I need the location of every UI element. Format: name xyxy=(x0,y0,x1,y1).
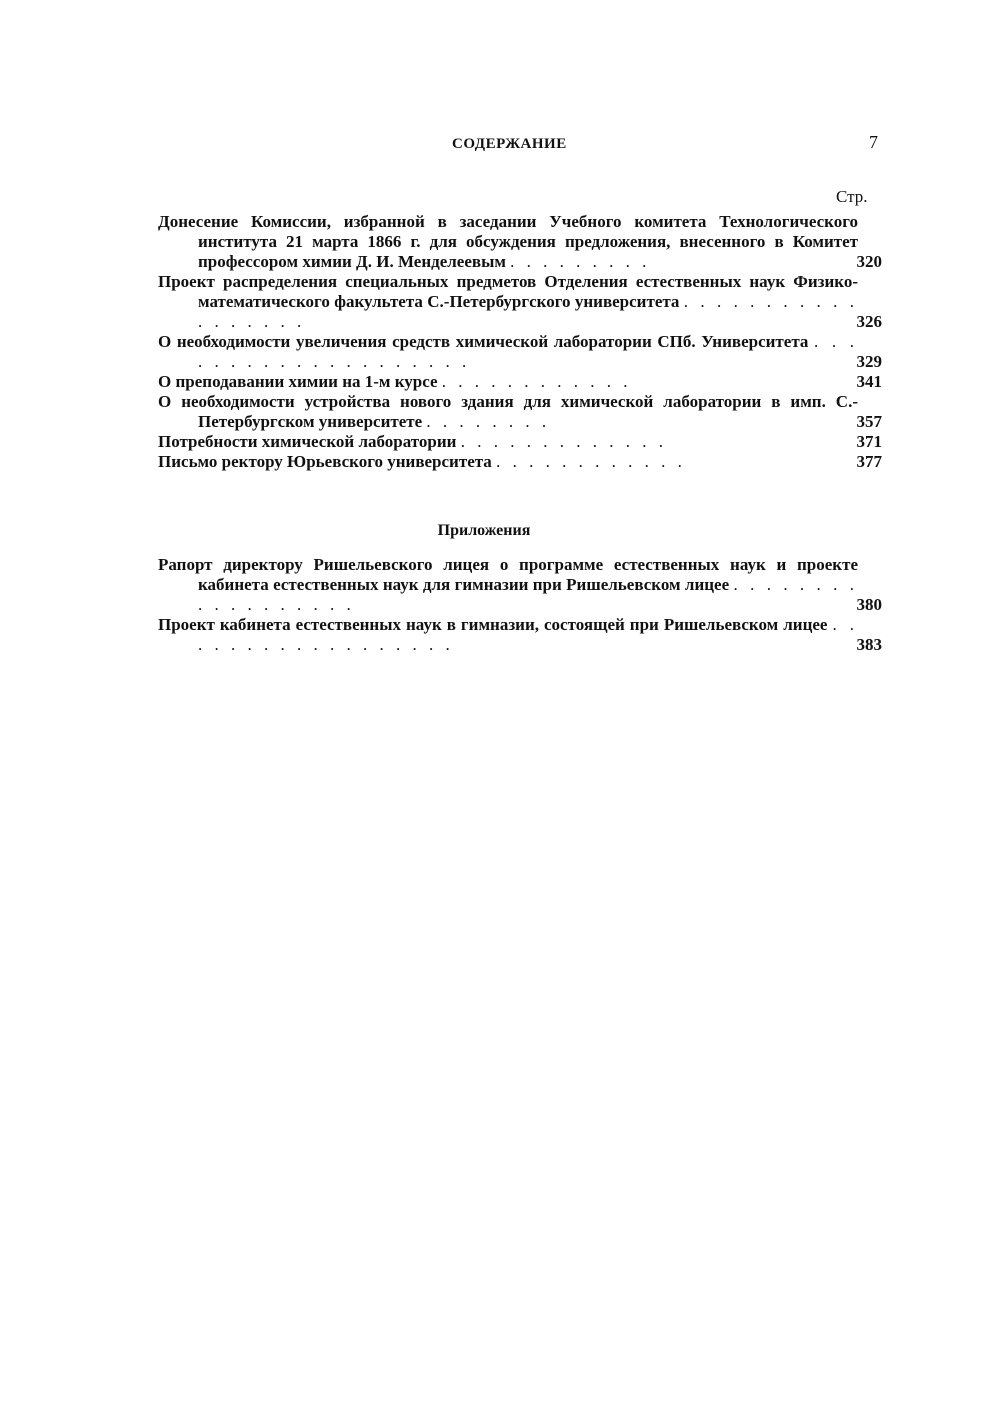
toc-entry-page: 371 xyxy=(856,432,882,451)
appendix-heading: Приложения xyxy=(437,522,531,539)
page-column-label: Стр. xyxy=(836,187,868,206)
toc-entry[interactable] xyxy=(158,452,882,472)
toc-entry[interactable] xyxy=(158,332,882,372)
leader-dots: . . . . . . . . . . . . . . . . . . xyxy=(198,615,859,654)
leader-dots: . . . . . . . . . . . . . . . . . . xyxy=(198,575,859,614)
toc-entry-title: О преподавании химии на 1-м курсе xyxy=(158,372,438,391)
toc-entry[interactable] xyxy=(158,272,882,332)
toc-entry-title: О необходимости увеличения средств химической лаборатории СПб. Университета xyxy=(158,332,809,351)
leader-dots: . . . . . . . . . xyxy=(510,252,651,271)
toc-entry-page: 326 xyxy=(856,312,882,331)
toc-entry-page: 383 xyxy=(856,635,882,654)
toc-entry[interactable] xyxy=(158,432,882,452)
leader-dots: . . . . . . . . . . . . xyxy=(496,452,686,471)
leader-dots: . . . . . . . . . . . . xyxy=(441,372,632,391)
toc-entry-page: 341 xyxy=(856,372,882,391)
toc-entry-page: 380 xyxy=(856,595,882,614)
running-title: СОДЕРЖАНИЕ xyxy=(452,136,567,152)
toc-entry-title: Донесение Комиссии, избранной в заседании Учебного комитета Технологического института 21 марта 1866 г. для обсуждения предложения, внесенного в Комитет профессором химии Д. И. Менделеевым xyxy=(158,212,858,271)
toc-entry[interactable] xyxy=(158,212,882,272)
toc-entry[interactable] xyxy=(158,392,882,432)
leader-dots: . . . . . . . . . . . . . . . . . . xyxy=(198,292,859,331)
leader-dots: . . . . . . . . xyxy=(426,412,551,431)
leader-dots: . . . . . . . . . . . . . xyxy=(460,432,667,451)
toc-entry-title: Рапорт директору Ришельевского лицея о программе естественных наук и проекте кабинета естественных наук для гимназии при Ришельевском лицее xyxy=(158,555,858,594)
toc-entry-title: Потребности химической лаборатории xyxy=(158,432,457,451)
toc-entry-page: 329 xyxy=(856,352,882,371)
toc-entry[interactable] xyxy=(158,555,882,615)
leader-dots: . . . . . . . . . . . . . . . . . . . . xyxy=(198,332,859,371)
toc-entry-title: Проект кабинета естественных наук в гимназии, состоящей при Ришельевском лицее xyxy=(158,615,828,634)
toc-entry-page: 320 xyxy=(856,252,882,271)
page-number: 7 xyxy=(869,132,878,152)
toc-entry-page: 377 xyxy=(856,452,882,471)
toc-entry-page: 357 xyxy=(856,412,882,431)
toc-entry-title: О необходимости устройства нового здания для химической лаборатории в имп. С.-Петербургском университете xyxy=(158,392,858,431)
toc-entry[interactable] xyxy=(158,615,882,655)
toc-entry[interactable] xyxy=(158,372,882,392)
table-of-contents xyxy=(158,212,882,472)
toc-entry-title: Письмо ректору Юрьевского университета xyxy=(158,452,492,471)
toc-entry-title: Проект распределения специальных предметов Отделения естественных наук Физико-математического факультета С.-Петербургского университета xyxy=(158,272,858,311)
appendix-contents xyxy=(158,555,882,655)
